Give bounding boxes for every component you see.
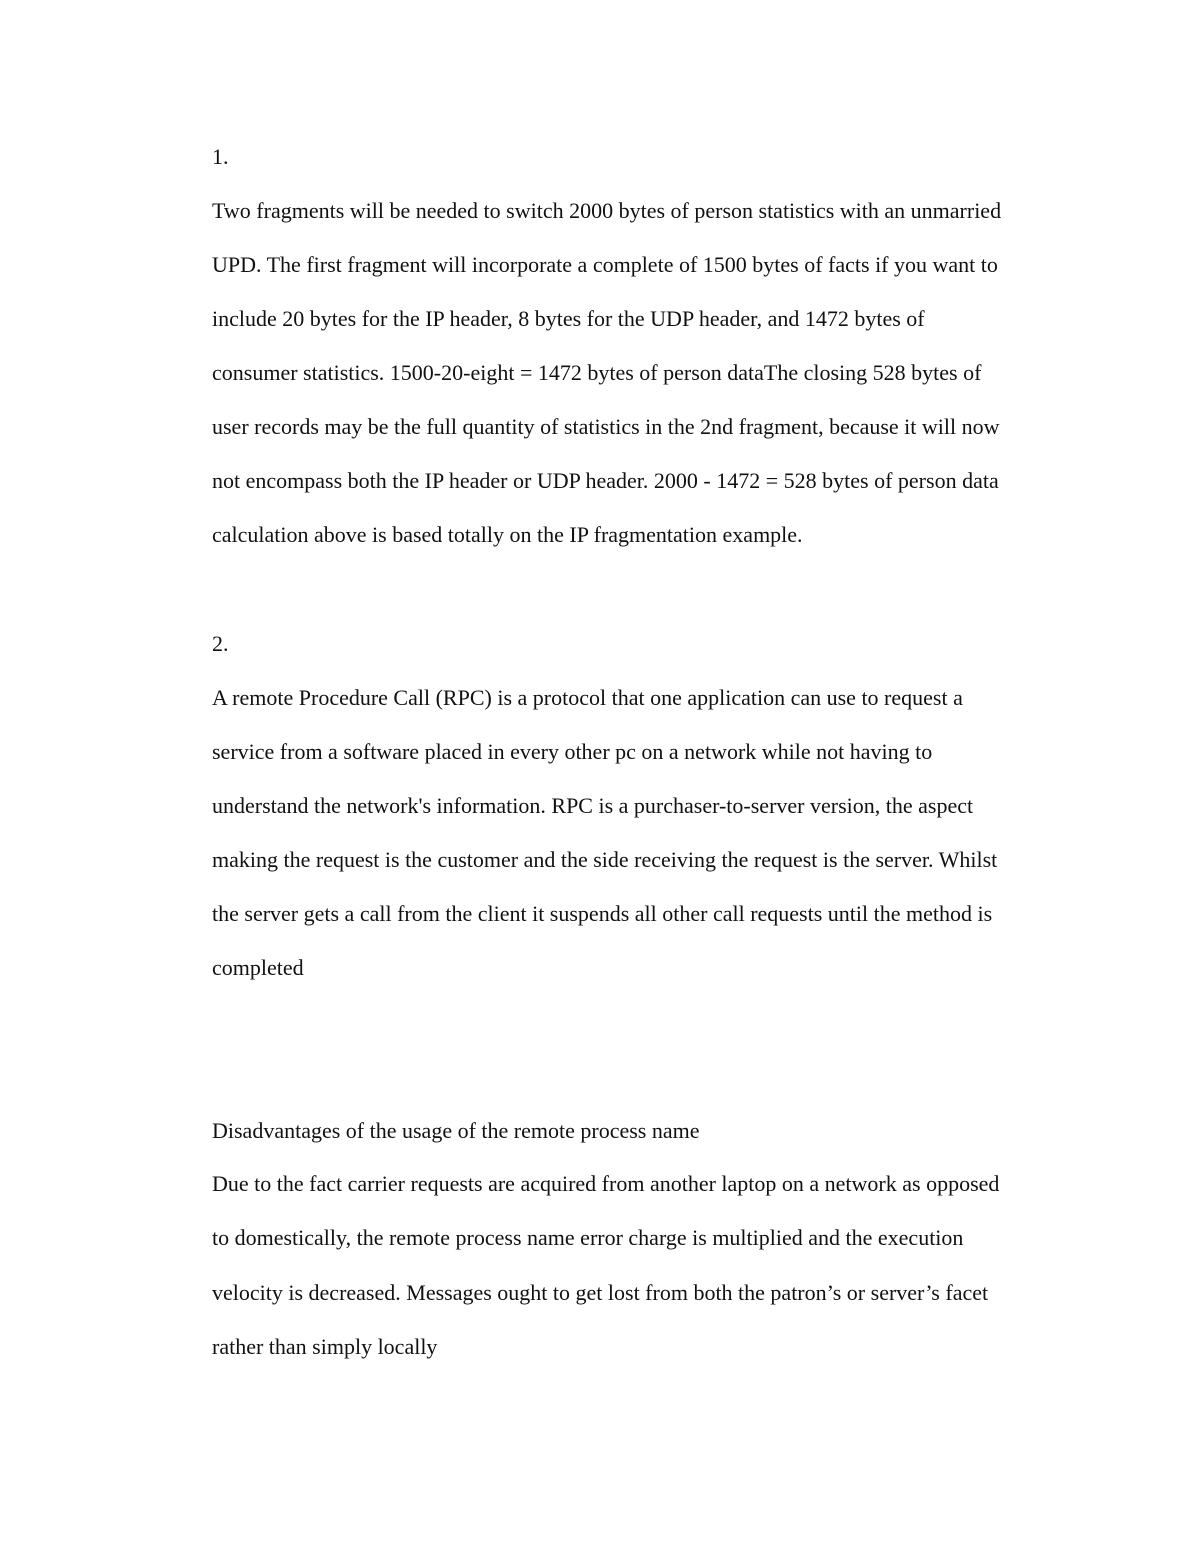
section-1-line-2: UPD. The first fragment will incorporate a complete of 1500 bytes of facts if you want to	[212, 252, 998, 277]
section-3-line-4: rather than simply locally	[212, 1334, 438, 1359]
section-1-line-4: consumer statistics. 1500-20-eight = 1472 bytes of person dataThe closing 528 bytes of	[212, 360, 982, 385]
section-1-line-3: include 20 bytes for the IP header, 8 bytes for the UDP header, and 1472 bytes of	[212, 306, 925, 331]
section-2-number: 2.	[212, 631, 229, 656]
section-1-line-7: calculation above is based totally on the IP fragmentation example.	[212, 522, 803, 547]
section-2-line-5: the server gets a call from the client it suspends all other call requests until the method is	[212, 901, 993, 926]
section-2-line-1: A remote Procedure Call (RPC) is a protocol that one application can use to request a	[212, 685, 963, 710]
section-2-line-2: service from a software placed in every other pc on a network while not having to	[212, 739, 933, 764]
section-3-line-3: velocity is decreased. Messages ought to get lost from both the patron’s or server’s facet	[212, 1280, 989, 1305]
section-1-line-1: Two fragments will be needed to switch 2000 bytes of person statistics with an unmarried	[212, 198, 1002, 223]
section-1-line-6: not encompass both the IP header or UDP header. 2000 - 1472 = 528 bytes of person data	[212, 468, 999, 493]
section-2-line-4: making the request is the customer and the side receiving the request is the server. Whilst	[212, 847, 998, 872]
section-2-line-3: understand the network's information. RPC is a purchaser-to-server version, the aspect	[212, 793, 974, 818]
section-2-line-6: completed	[212, 955, 304, 980]
section-1-number: 1.	[212, 144, 229, 169]
section-1-line-5: user records may be the full quantity of statistics in the 2nd fragment, because it will now	[212, 414, 1000, 439]
section-3-line-2: to domestically, the remote process name error charge is multiplied and the execution	[212, 1225, 964, 1250]
section-3-line-1: Due to the fact carrier requests are acquired from another laptop on a network as opposed	[212, 1171, 1000, 1196]
section-3-heading: Disadvantages of the usage of the remote process name	[212, 1118, 700, 1143]
